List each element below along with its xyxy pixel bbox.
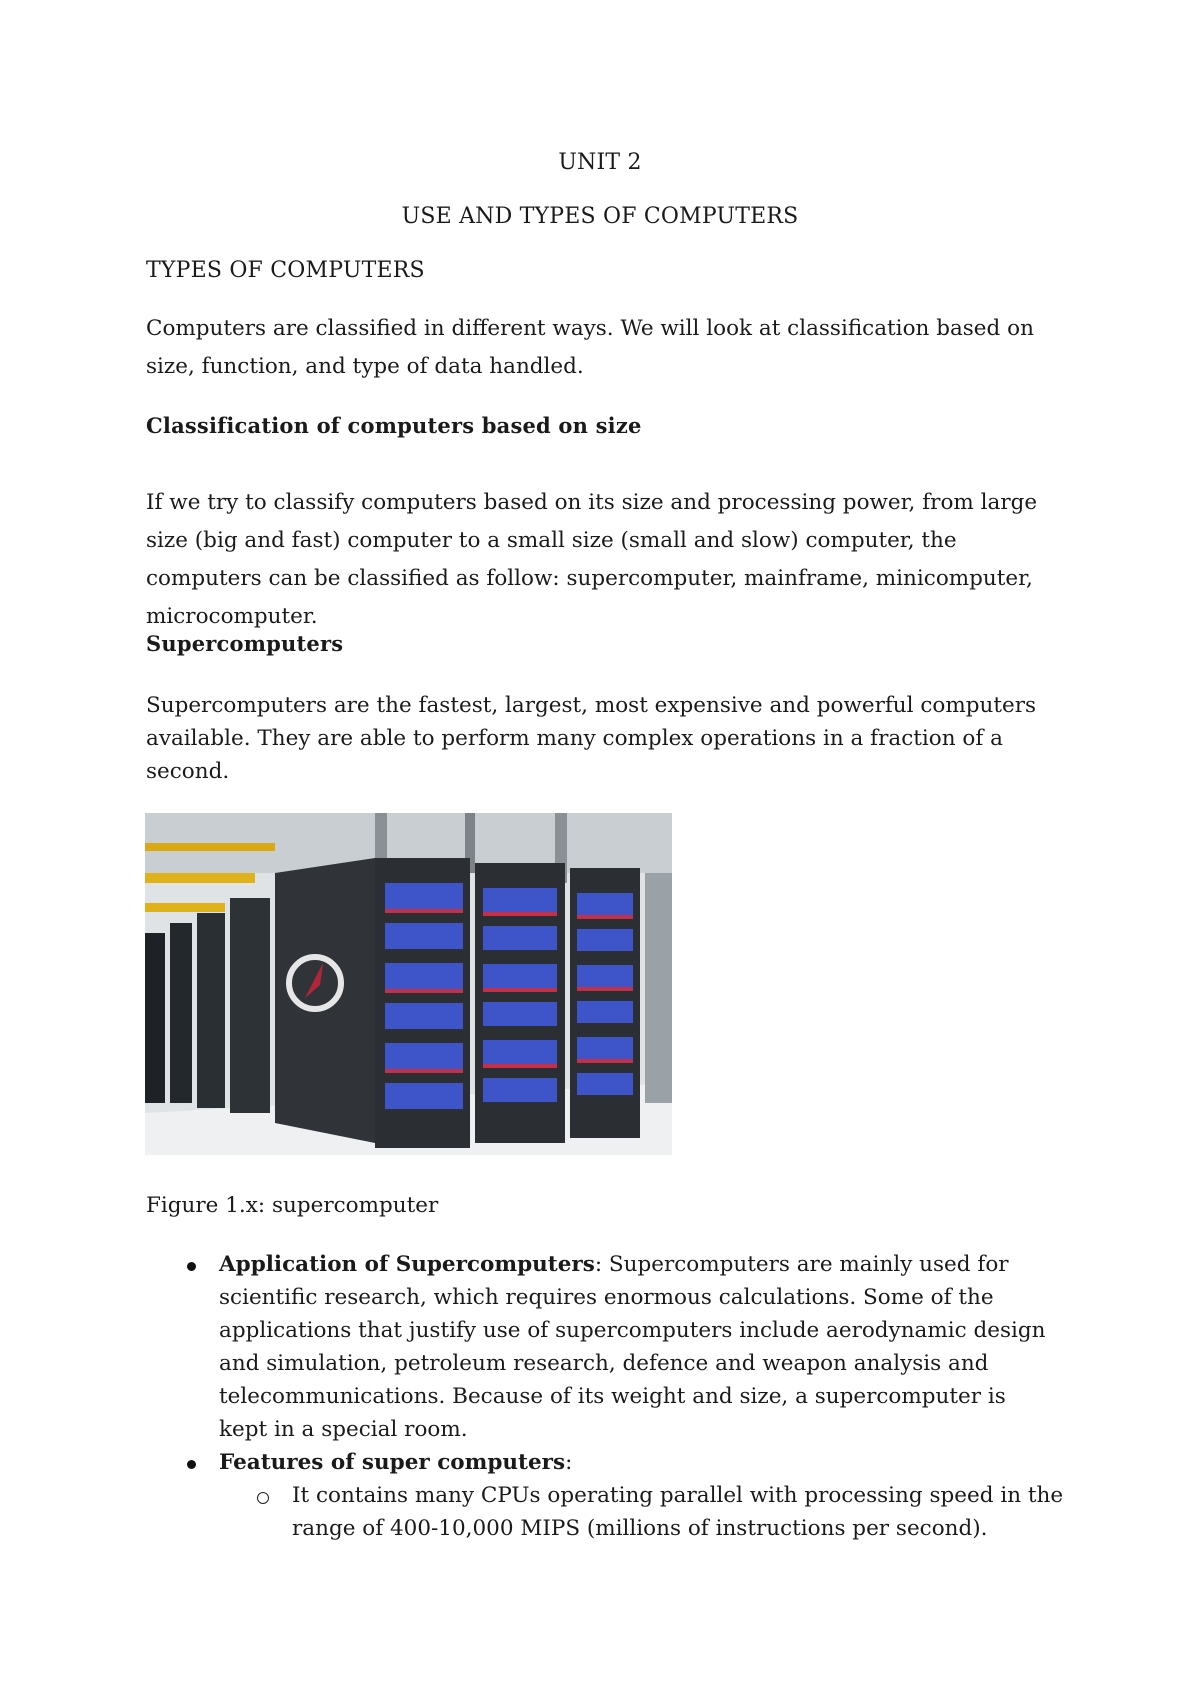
- features-text: :: [565, 1450, 573, 1475]
- application-bullet: [219, 1248, 1059, 1446]
- bullet-icon: [187, 1460, 196, 1469]
- page-title: USE AND TYPES OF COMPUTERS: [401, 204, 799, 229]
- sub-bullet-icon: [257, 1492, 269, 1504]
- supercomputers-heading: Supercomputers: [146, 631, 344, 656]
- feature-item: It contains many CPUs operating parallel with processing speed in the range of 400-10,000 MIPS (millions of instructions per second).: [292, 1483, 1064, 1541]
- intro-paragraph: Computers are classified in different ways. We will look at classification based on size, function, and type of data handled.: [146, 316, 1034, 379]
- section-heading: TYPES OF COMPUTERS: [146, 258, 425, 283]
- supercomputer-image: [145, 813, 672, 1155]
- application-text: : Supercomputers are mainly used for scientific research, which requires enormous calculations. Some of the applications that justify use of supercomputers include aerodynamic design and simulation, petroleum research, defence and weapon analysis and telecommunications. Because of its weight and size, a supercomputer is kept in a special room.: [219, 1252, 1046, 1442]
- figure-caption: Figure 1.x: supercomputer: [146, 1193, 439, 1218]
- supercomputers-paragraph: Supercomputers are the fastest, largest, most expensive and powerful computers available. They are able to perform many complex operations in a fraction of a second.: [146, 693, 1037, 784]
- bullet-icon: [187, 1262, 196, 1271]
- features-label: Features of super computers: [219, 1450, 566, 1475]
- size-classification-heading: Classification of computers based on size: [146, 413, 642, 438]
- size-classification-paragraph: If we try to classify computers based on its size and processing power, from large size (big and fast) computer to a small size (small and slow) computer, the computers can be classified as follow: supercomputer, mainframe, minicomputer, microcomputer.: [146, 490, 1038, 629]
- application-label: Application of Supercomputers: [219, 1252, 595, 1277]
- features-bullet: [219, 1446, 1059, 1479]
- unit-number: UNIT 2: [558, 150, 642, 175]
